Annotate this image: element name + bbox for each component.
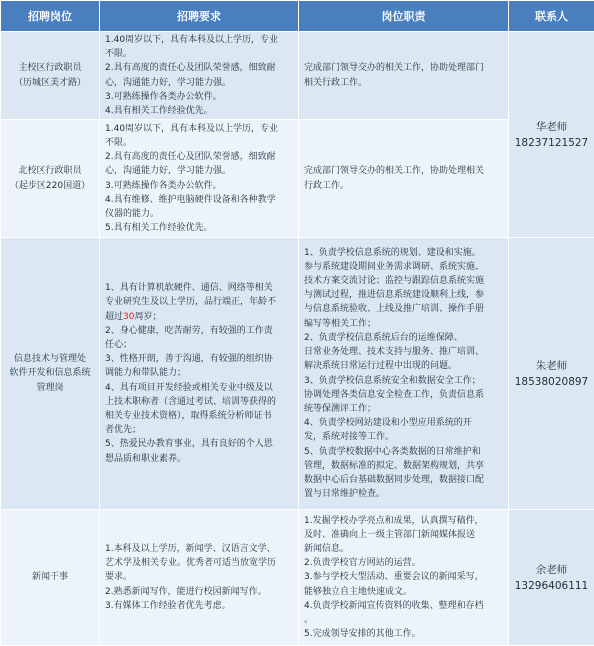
requirement-line bbox=[105, 310, 294, 324]
requirement-line: 1.40周岁以下，具有本科及以上学历，专业 bbox=[105, 33, 294, 47]
requirement-line: 心，沟通能力好，学习能力强。 bbox=[105, 164, 294, 178]
requirement-line: 1、具有计算机软硬件、通信、网络等相关 bbox=[105, 281, 294, 295]
requirements-cell bbox=[100, 238, 299, 510]
table-row bbox=[1, 510, 594, 646]
duty-line: 1.发掘学校办学亮点和成果，认真撰写稿件， bbox=[304, 514, 504, 528]
position-line: （历城区美才路） bbox=[4, 76, 96, 90]
header-contact: 联系人 bbox=[509, 1, 594, 32]
duty-line: 。 bbox=[304, 613, 504, 627]
requirement-line: 4、具有项目开发经验或相关专业中级及以 bbox=[105, 381, 294, 395]
duty-line: 编写等相关工作； bbox=[304, 317, 504, 331]
table-row bbox=[1, 32, 594, 120]
duty-line: 能够独立自主地快速成文。 bbox=[304, 585, 504, 599]
position-line: 软件开发和信息系统 bbox=[4, 366, 96, 380]
contact-name: 朱老师 bbox=[509, 358, 594, 374]
duty-line: 2.负责学校官方网站的运营。 bbox=[304, 556, 504, 570]
duty-line: 3.参与学校大型活动、重要会议的新闻采写， bbox=[304, 570, 504, 584]
header-duties: 岗位职责 bbox=[299, 1, 509, 32]
position-line: 主校区行政职员 bbox=[4, 61, 96, 75]
duty-line: 行政工作。 bbox=[304, 179, 504, 193]
duty-line: 置与日常维护检查。 bbox=[304, 487, 504, 501]
requirement-line: 调能力和带队能力； bbox=[105, 366, 294, 380]
requirement-fragment: 周岁； bbox=[134, 312, 161, 322]
position-line: 北校区行政职员 bbox=[4, 164, 96, 178]
position-line: （起步区220国道） bbox=[4, 179, 96, 193]
requirement-line: 2、身心健康，吃苦耐劳，有较强的工作责 bbox=[105, 324, 294, 338]
contact-cell bbox=[509, 510, 594, 646]
age-limit-highlight: 30 bbox=[123, 312, 134, 322]
position-line: 信息技术与管理处 bbox=[4, 352, 96, 366]
contact-name: 余老师 bbox=[509, 562, 594, 578]
contact-cell bbox=[509, 238, 594, 510]
duty-line: 解决系统日常运行过程中出现的问题。 bbox=[304, 359, 504, 373]
requirements-cell bbox=[100, 510, 299, 646]
requirement-line: 2.具有高度的责任心及团队荣誉感，细致耐 bbox=[105, 150, 294, 164]
requirement-line: 5.具有相关工作经验优先。 bbox=[105, 221, 294, 235]
requirements-cell bbox=[100, 32, 299, 120]
requirement-line: 2.具有高度的责任心及团队荣誉感，细致耐 bbox=[105, 61, 294, 75]
duty-line: 管理，数据标准的拟定、数据架构规划，共享 bbox=[304, 459, 504, 473]
requirement-line: 上技术职称者（含通过考试、培训等获得的 bbox=[105, 395, 294, 409]
header-row bbox=[1, 1, 594, 32]
duties-cell bbox=[299, 120, 509, 238]
requirement-line: 者优先； bbox=[105, 423, 294, 437]
position-line: 管理岗 bbox=[4, 381, 96, 395]
shared-contact-cell bbox=[509, 32, 594, 238]
requirement-line: 4.具有维修、维护电脑硬件设备和各种教学 bbox=[105, 193, 294, 207]
requirement-line: 专业研究生及以上学历，品行端正，年龄不 bbox=[105, 295, 294, 309]
contact-name: 华老师 bbox=[509, 119, 594, 135]
requirement-line: 5、热爱民办教育事业，具有良好的个人思 bbox=[105, 437, 294, 451]
position-line: 新闻干事 bbox=[4, 570, 96, 584]
duty-line: 参与系统建设期间业务需求调研、系统实施、 bbox=[304, 260, 504, 274]
requirement-line: 不限。 bbox=[105, 136, 294, 150]
duty-line: 技术方案交流讨论；监控与跟踪信息系统实施 bbox=[304, 274, 504, 288]
requirement-line: 3.可熟练操作各类办公软件。 bbox=[105, 90, 294, 104]
contact-phone: 18237121527 bbox=[509, 135, 594, 151]
duty-line: 相关行政工作。 bbox=[304, 76, 504, 90]
duty-line: 日常业务处理、技术支持与服务、推广培训、 bbox=[304, 345, 504, 359]
duties-cell bbox=[299, 510, 509, 646]
requirement-line: 要求。 bbox=[105, 570, 294, 584]
duty-line: 4.负责学校新闻宣传资料的收集、整理和存档 bbox=[304, 599, 504, 613]
requirement-line: 1.40周岁以下，具有本科及以上学历，专业 bbox=[105, 122, 294, 136]
requirement-line: 2.熟悉新闻写作，能进行校园新闻写作。 bbox=[105, 585, 294, 599]
duty-line: 5、负责学校数据中心各类数据的日常维护和 bbox=[304, 445, 504, 459]
duty-line: 完成部门领导交办的相关工作，协助处理部门 bbox=[304, 61, 504, 75]
contact-phone: 18538020897 bbox=[509, 374, 594, 390]
duty-line: 统等保测评工作； bbox=[304, 402, 504, 416]
duty-line: 3、负责学校信息系统安全和数据安全工作； bbox=[304, 374, 504, 388]
table-row bbox=[1, 238, 594, 510]
requirement-line: 想品质和职业素养。 bbox=[105, 452, 294, 466]
duty-line: 2、负责学校信息系统后台的运维保障、 bbox=[304, 331, 504, 345]
position-cell bbox=[1, 32, 100, 120]
duty-line: 与测试过程，推进信息系统建设顺利上线，参 bbox=[304, 288, 504, 302]
requirement-line: 相关专业技术资格），取得系统分析师证书 bbox=[105, 409, 294, 423]
duty-line: 1、负责学校信息系统的规划、建设和实施。 bbox=[304, 246, 504, 260]
header-position: 招聘岗位 bbox=[1, 1, 100, 32]
requirement-line: 心，沟通能力好，学习能力强。 bbox=[105, 76, 294, 90]
duties-cell bbox=[299, 32, 509, 120]
position-cell bbox=[1, 120, 100, 238]
requirement-fragment: 超过 bbox=[105, 312, 123, 322]
duty-line: 4、负责学校网站建设和小型应用系统的开 bbox=[304, 416, 504, 430]
duty-line: 数据中心后台基础数据同步处理，数据接口配 bbox=[304, 473, 504, 487]
table-row bbox=[1, 120, 594, 238]
duty-line: 及时、准确向上一级主管部门新闻媒体报送 bbox=[304, 528, 504, 542]
duty-line: 与信息系统验收、上线及推广培训、操作手册 bbox=[304, 302, 504, 316]
requirement-line: 仪器的能力。 bbox=[105, 207, 294, 221]
duty-line: 发，系统对接等工作。 bbox=[304, 430, 504, 444]
requirement-line: 3、性格开朗，善于沟通，有较强的组织协 bbox=[105, 352, 294, 366]
header-requirements: 招聘要求 bbox=[100, 1, 299, 32]
requirement-line: 4.具有相关工作经验优先。 bbox=[105, 104, 294, 118]
requirement-line: 1.本科及以上学历，新闻学、汉语言文学、 bbox=[105, 542, 294, 556]
duties-cell bbox=[299, 238, 509, 510]
requirement-line: 任心； bbox=[105, 338, 294, 352]
contact-phone: 13296406111 bbox=[509, 578, 594, 594]
requirement-line: 艺术学及相关专业。优秀者可适当放宽学历 bbox=[105, 556, 294, 570]
duty-line: 完成部门领导交办的相关工作，协助处理相关 bbox=[304, 164, 504, 178]
position-cell bbox=[1, 238, 100, 510]
requirements-cell bbox=[100, 120, 299, 238]
duty-line: 新闻信息。 bbox=[304, 542, 504, 556]
requirement-line: 3.可熟练操作各类办公软件。 bbox=[105, 179, 294, 193]
position-cell bbox=[1, 510, 100, 646]
requirement-line: 不限。 bbox=[105, 47, 294, 61]
requirement-line: 3.有媒体工作经验者优先考虑。 bbox=[105, 599, 294, 613]
duty-line: 5.完成领导安排的其他工作。 bbox=[304, 627, 504, 641]
duty-line: 协调处理各类信息安全检查工作，负责信息系 bbox=[304, 388, 504, 402]
